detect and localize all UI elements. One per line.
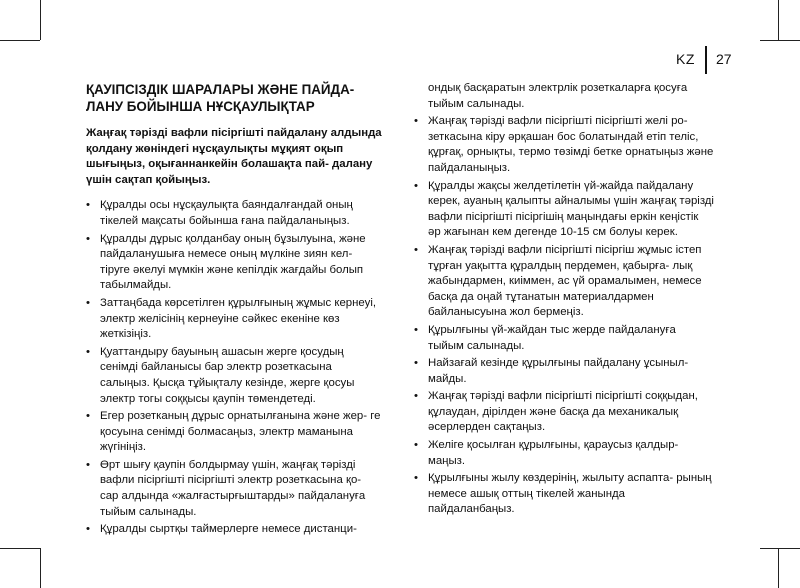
list-item: • Құралды сыртқы таймерлерге немесе дистанци-: [86, 522, 382, 538]
list-item: • Найзағай кезінде құрылғыны пайдалану ұсыныл- майды.: [414, 356, 714, 387]
safety-list: [86, 198, 382, 537]
list-item: • Желіге қосылған құрылғыны, қараусыз қалдыр- маңыз.: [414, 438, 714, 469]
crop-mark: [778, 0, 779, 40]
list-item: • Құрылғыны жылу көздерінің, жылыту аспапта- рының немесе ашық оттың тікелей жанында пайдаланбаңыз.: [414, 471, 714, 518]
left-column: [86, 81, 382, 540]
list-item: • Құралды жақсы желдетілетін үй-жайда пайдалану керек, ауаның қалыпты айналымы үшін жаңғақ тәрізді вафли пісіргішті пісіргішің маңындағы еркін кеңістік әр жағынан кем дегенде 10-15 см болуы керек.: [414, 179, 714, 241]
crop-mark: [778, 548, 779, 588]
intro-paragraph: Жаңғақ тәрізді вафли пісіргішті пайдалану алдында қолдану жөніндегі нұсқаулықты мұқият оқып шығыңыз, оқығаннанкейін болашақта пай- далану үшін сақтап қойыңыз.: [86, 127, 382, 186]
list-item: • Жаңғақ тәрізді вафли пісіргішті пісіргішті соққыдан, құлаудан, дірілден және басқа да механикалық әсерлерден сақтаңыз.: [414, 389, 714, 436]
list-item: • Қуаттандыру бауының ашасын жерге қосудың сенімді байланысы бар электр розеткасына салыңыз. Қысқа тұйықталу кезінде, жерге қосуы электр тогы соққысы қаупін төмендетеді.: [86, 345, 382, 407]
continued-text: ондық басқаратын электрлік розеткаларға қосуға тыйым салынады.: [428, 82, 688, 110]
list-item: • Егер розетканың дұрыс орнатылғанына және жер- ге қосуына сенімді болмасаңыз, электр маманына жүгініңіз.: [86, 409, 382, 456]
list-item: • Құралды дұрыс қолданбау оның бұзылуына, және пайдаланушыға немесе оның мүлкіне зиян кел- тіруге әкелуі мүмкін және кепілдік жағдайы болып табылмайды.: [86, 232, 382, 294]
right-column: [414, 81, 714, 520]
list-item: • Құралды осы нұсқаулықта баяндалғандай оның тікелей мақсаты бойынша ғана пайдаланыңыз.: [86, 198, 382, 229]
header-divider: [705, 46, 707, 74]
page-number: 27: [716, 51, 732, 67]
list-item: • Заттаңбада көрсетілген құрылғының жұмыс кернеуі, электр желісінің кернеуіне сәйкес екеніне көз жеткізіңіз.: [86, 296, 382, 343]
language-code: KZ: [676, 51, 695, 67]
list-item: • Өрт шығу қаупін болдырмау үшін, жаңғақ тәрізді вафли пісіргішті пісіргішті электр розеткасына қо- сар алдында «жалғастырғыштарды» пайдалануға тыйым салынады.: [86, 458, 382, 520]
list-item: • Құрылғыны үй-жайдан тыс жерде пайдалануға тыйым салынады.: [414, 323, 714, 354]
crop-mark: [0, 548, 40, 549]
safety-list: [414, 114, 714, 518]
crop-mark: [40, 0, 41, 40]
list-item: • Жаңғақ тәрізді вафли пісіргішті пісіргішті желі ро- зеткасына кіру әрқашан бос болатындай етіп теліс, құрғақ, орнықты, термо төзімді бетке орнатыңыз және пайдаланыңыз.: [414, 114, 714, 176]
crop-mark: [760, 548, 800, 549]
crop-mark: [760, 40, 800, 41]
list-item: • Жаңғақ тәрізді вафли пісіргішті пісіргіш жұмыс істеп тұрған уақытта құралдың пердемен, қабырға- лық жабындармен, киіммен, ас үй орамалымен, немесе басқа да оңай тұтанатын материалдармен байланысуына жол бермеңіз.: [414, 243, 714, 321]
crop-mark: [40, 548, 41, 588]
crop-mark: [0, 40, 40, 41]
section-title: ҚАУІПСІЗДІК ШАРАЛАРЫ ЖӘНЕ ПАЙДА- ЛАНУ БОЙЫНША НҰСҚАУЛЫҚТАР: [86, 82, 355, 114]
page-header: [664, 48, 750, 72]
